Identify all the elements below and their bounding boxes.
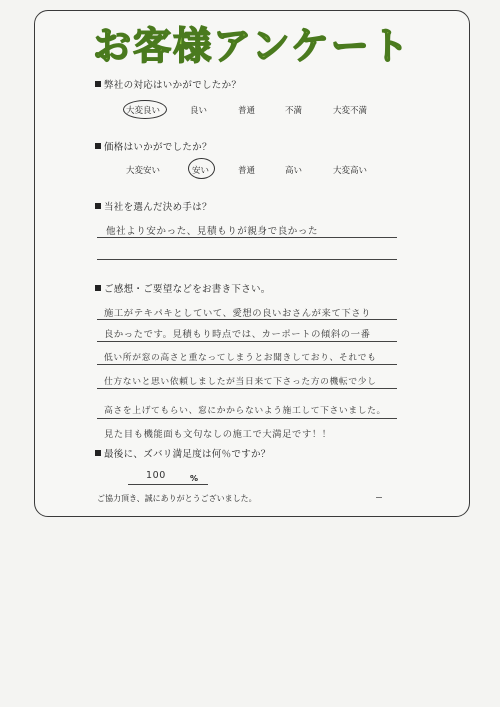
answer-line: [97, 341, 397, 342]
bullet-square-icon: [95, 81, 101, 87]
bullet-square-icon: [95, 450, 101, 456]
question-3: [95, 199, 212, 213]
answer-line: [97, 364, 397, 365]
q1-option-5: 大変不満: [333, 106, 368, 116]
question-1: [95, 77, 241, 91]
answer-line: [128, 484, 208, 485]
question-5-label: 最後に、ズバリ満足度は何％ですか？: [104, 449, 271, 460]
bullet-square-icon: [95, 285, 101, 291]
q2-option-2: 安い: [192, 166, 210, 176]
q5-handwritten-answer: 100: [146, 470, 166, 481]
q2-option-1: 大変安い: [126, 166, 161, 176]
q1-selected-circle: [123, 100, 167, 119]
bullet-square-icon: [95, 143, 101, 149]
q1-option-1: 大変良い: [126, 106, 161, 116]
answer-line: [97, 259, 397, 260]
question-2-label: 価格はいかがでしたか？: [104, 142, 212, 153]
q2-option-4: 高い: [285, 166, 303, 176]
question-3-label: 当社を選んだ決め手は？: [104, 202, 212, 213]
q4-handwritten-line: 低い所が窓の高さと重なってしまうとお聞きしており、それでも: [104, 353, 377, 363]
corner-mark: [376, 497, 382, 498]
question-1-label: 弊社の対応はいかがでしたか？: [104, 80, 242, 91]
q4-handwritten-line: 良かったです。見積もり時点では、カーポートの傾斜の一番: [104, 329, 371, 340]
q1-option-3: 普通: [238, 106, 256, 116]
question-4-label: ご感想・ご要望などをお書き下さい。: [104, 284, 271, 295]
answer-line: [97, 237, 397, 238]
footer-thanks: ご協力頂き、誠にありがとうございました。: [97, 494, 257, 503]
q4-handwritten-line: 見た目も機能面も文句なしの施工で大満足です！！: [104, 429, 332, 440]
page-title-text: お客様アンケート: [93, 24, 411, 68]
q4-handwritten-line: 施工がテキパキとしていて、愛想の良いおさんが来て下さり: [104, 308, 372, 319]
question-4: [95, 281, 271, 295]
q4-handwritten-line: 高さを上げてもらい、窓にかからないよう施工して下さいました。: [104, 406, 386, 416]
q2-option-3: 普通: [238, 166, 256, 176]
answer-line: [97, 319, 397, 320]
q2-option-5: 大変高い: [333, 166, 368, 176]
q1-option-2: 良い: [190, 106, 208, 116]
percent-unit: %: [190, 474, 199, 483]
q3-handwritten-answer: 他社より安かった、見積もりが親身で良かった: [106, 226, 319, 237]
q1-option-4: 不満: [285, 106, 303, 116]
answer-line: [97, 388, 397, 389]
question-5: [95, 446, 271, 460]
bullet-square-icon: [95, 203, 101, 209]
q2-selected-circle: [188, 158, 215, 179]
question-2: [95, 139, 212, 153]
q4-handwritten-line: 仕方ないと思い依頼しましたが当日来て下さった方の機転で少し: [104, 377, 377, 387]
answer-line: [97, 418, 397, 419]
page-title: [82, 17, 422, 69]
